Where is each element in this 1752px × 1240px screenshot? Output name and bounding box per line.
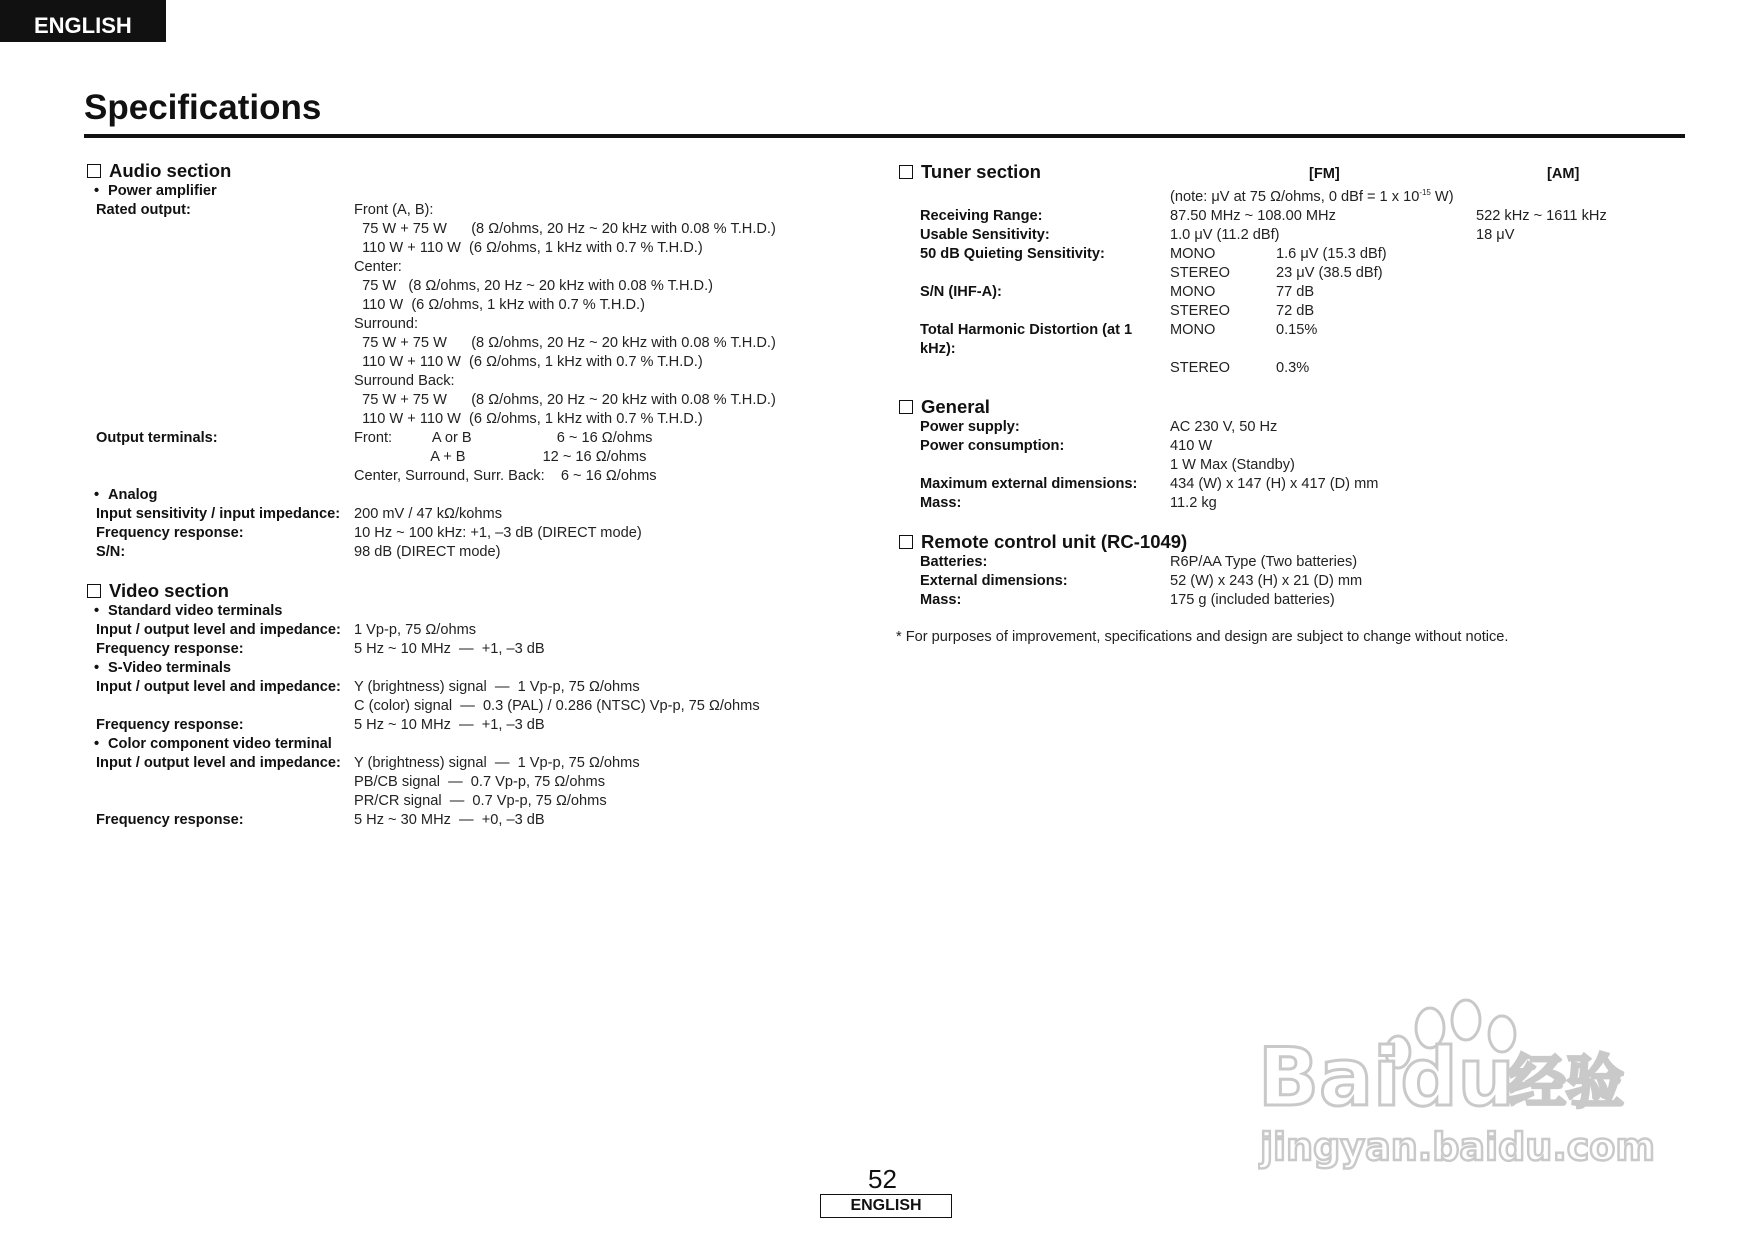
tuner-heading: Tuner section: [896, 161, 1686, 183]
fm-header: [FM]: [1309, 166, 1340, 182]
left-column: [84, 160, 844, 830]
page-title: Specifications: [84, 88, 322, 127]
spec-row: Mass: 11.2 kg: [920, 494, 1217, 511]
spec-row: Input / output level and impedance: Y (brightness) signal — 1 Vp-p, 75 Ω/ohms C (color) signal — 0.3 (PAL) / 0.286 (NTSC) Vp-p, 75 Ω/ohms: [96, 679, 760, 714]
component-video-subheading: • Color component video terminal: [94, 736, 332, 752]
s-video-subheading: • S-Video terminals: [94, 660, 232, 676]
remote-heading: Remote control unit (RC-1049): [896, 531, 1686, 553]
standard-video-subheading: • Standard video terminals: [94, 603, 283, 619]
title-rule: [84, 134, 1685, 138]
spec-row: STEREO 72 dB: [1170, 302, 1315, 319]
spec-row: Frequency response: 5 Hz ~ 10 MHz — +1, –3 dB: [96, 717, 545, 733]
spec-row: Power consumption: 410 W 1 W Max (Standby): [920, 437, 1295, 473]
spec-row: Receiving Range: 87.50 MHz ~ 108.00 MHz 522 kHz ~ 1611 kHz: [920, 207, 1607, 224]
spec-row: Input / output level and impedance: Y (brightness) signal — 1 Vp-p, 75 Ω/ohms PB/CB signal — 0.7 Vp-p, 75 Ω/ohms PR/CR signal — 0.7 Vp-p, 75 Ω/ohms: [96, 755, 640, 809]
general-heading: General: [896, 396, 1686, 418]
footnote: * For purposes of improvement, specifications and design are subject to change without notice.: [896, 628, 1509, 645]
checkbox-icon: [87, 584, 101, 598]
spec-row: STEREO 23 μV (38.5 dBf): [1170, 264, 1383, 281]
rated-output-row: Rated output: Front (A, B): 75 W + 75 W (8 Ω/ohms, 20 Hz ~ 20 kHz with 0.08 % T.H.D.) 110 W + 110 W (6 Ω/ohms, 1 kHz with 0.7 % T.H.D.) Center: 75 W (8 Ω/ohms, 20 Hz ~ 20 kHz with 0.08 % T.H.D.) 110 W (6 Ω/ohms, 1 kHz with 0.7 % T.H.D.) Surround: 75 W + 75 W (8 Ω/ohms, 20 Hz ~ 20 kHz with 0.08 % T.H.D.) 110 W + 110 W (6 Ω/ohms, 1 kHz with 0.7 % T.H.D.) Surround Back: 75 W + 75 W (8 Ω/ohms, 20 Hz ~ 20 kHz with 0.08 % T.H.D.) 110 W + 110 W (6 Ω/ohms, 1 kHz with 0.7 % T.H.D.): [96, 202, 776, 427]
svg-text:Baidu: Baidu: [1258, 1031, 1515, 1124]
output-terminals-row: Output terminals: Front: A or B 6 ~ 16 Ω/ohms A + B 12 ~ 16 Ω/ohms Center, Surround, Surr. Back: 6 ~ 16 Ω/ohms: [96, 430, 657, 484]
footer-language-label: ENGLISH: [820, 1194, 952, 1218]
am-header: [AM]: [1547, 166, 1580, 182]
spec-row: S/N (IHF-A): MONO 77 dB: [920, 283, 1315, 300]
checkbox-icon: [899, 400, 913, 414]
spec-row: Input / output level and impedance: 1 Vp-p, 75 Ω/ohms: [96, 622, 477, 638]
audio-heading: Audio section: [84, 160, 844, 182]
spec-row: S/N: 98 dB (DIRECT mode): [96, 544, 501, 560]
spec-row: 50 dB Quieting Sensitivity: MONO 1.6 μV (15.3 dBf): [920, 245, 1387, 262]
spec-row: Input sensitivity / input impedance: 200 mV / 47 kΩ/kohms: [96, 506, 502, 522]
spec-row: Batteries: R6P/AA Type (Two batteries): [920, 553, 1358, 570]
page-number: 52: [868, 1164, 897, 1194]
svg-text:jingyan.baidu.com: jingyan.baidu.com: [1260, 1125, 1655, 1169]
spec-row: Frequency response: 10 Hz ~ 100 kHz: +1, –3 dB (DIRECT mode): [96, 525, 642, 541]
baidu-watermark-logo: [1258, 990, 1668, 1180]
spec-row: Total Harmonic Distortion (at 1 kHz): MONO 0.15%: [920, 321, 1318, 357]
spec-row: Frequency response: 5 Hz ~ 10 MHz — +1, –3 dB: [96, 641, 545, 657]
spec-row: Usable Sensitivity: 1.0 μV (11.2 dBf) 18 μV: [920, 226, 1515, 243]
video-heading: Video section: [84, 580, 844, 602]
power-amp-subheading: • Power amplifier: [94, 183, 217, 199]
spec-row: Maximum external dimensions: 434 (W) x 147 (H) x 417 (D) mm: [920, 475, 1379, 492]
spec-row: Frequency response: 5 Hz ~ 30 MHz — +0, –3 dB: [96, 812, 545, 828]
checkbox-icon: [87, 164, 101, 178]
spec-row: Power supply: AC 230 V, 50 Hz: [920, 418, 1278, 435]
right-column: [896, 161, 1686, 647]
svg-text:经验: 经验: [1508, 1048, 1625, 1116]
spec-row: External dimensions: 52 (W) x 243 (H) x 21 (D) mm: [920, 572, 1363, 589]
tuner-note-row: (note: μV at 75 Ω/ohms, 0 dBf = 1 x $10^{-15}$ W): [1170, 188, 1454, 205]
language-tab: ENGLISH: [0, 0, 166, 42]
analog-subheading: • Analog: [94, 487, 158, 503]
spec-row: Mass: 175 g (included batteries): [920, 591, 1335, 608]
checkbox-icon: [899, 535, 913, 549]
spec-row: STEREO 0.3%: [1170, 359, 1310, 376]
checkbox-icon: [899, 165, 913, 179]
